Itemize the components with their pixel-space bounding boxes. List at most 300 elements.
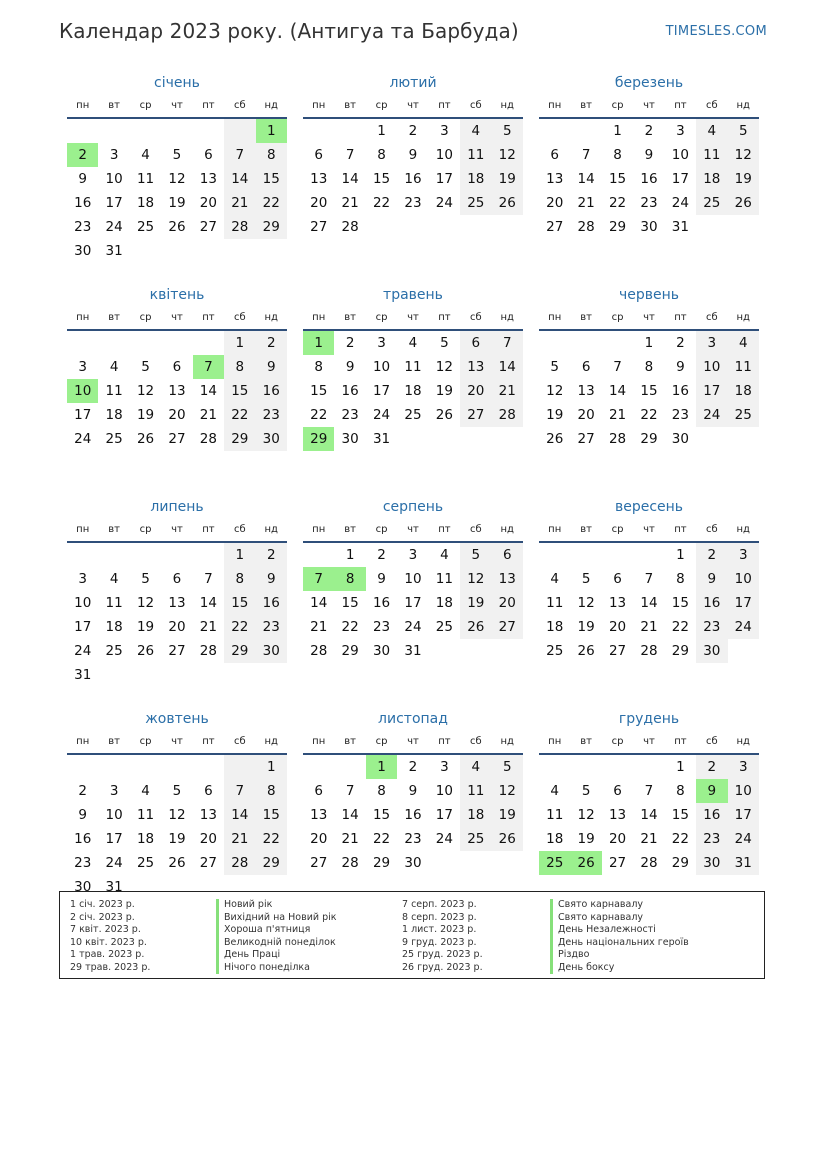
day-cell: 11 [404,359,422,375]
day-cell: 25 [460,827,491,851]
day-cell: 19 [577,619,595,635]
empty-day-cell [602,755,633,779]
day-cell: 3 [440,759,449,775]
day-cell: 14 [224,167,255,191]
empty-day-cell [130,331,161,355]
day-cell: 26 [136,643,155,659]
day-cell: 21 [224,827,255,851]
weekday-label: нд [736,524,750,535]
month-name: жовтень [145,711,209,727]
empty-day-cell [570,331,601,355]
legend-date: 26 груд. 2023 р. [402,961,483,973]
empty-day-cell [334,755,365,779]
day-cell: 13 [577,383,595,399]
day-cell: 16 [640,171,658,187]
legend-holiday-name: Хороша п'ятниця [216,924,336,937]
day-cell: 5 [172,783,182,799]
weekday-label: вт [344,100,356,111]
weekday-label: пт [202,100,215,111]
day-cell: 17 [435,807,453,823]
day-cell: 6 [460,331,491,355]
day-cell: 27 [492,615,523,639]
month-name: січень [154,75,200,91]
empty-day-cell [224,755,255,779]
day-cell: 3 [676,123,685,139]
brand-link[interactable]: TIMESLES.COM [665,24,767,39]
weekday-label: нд [264,736,278,747]
day-cell: 23 [671,407,689,423]
day-cell: 27 [577,431,595,447]
day-cell: 30 [256,639,287,663]
day-cell: 31 [74,667,92,683]
day-cell: 27 [199,219,217,235]
day-cell: 15 [224,591,255,615]
day-cell: 19 [546,407,564,423]
day-cell: 3 [696,331,727,355]
day-cell: 1 [613,123,622,139]
month-calendar [303,71,523,283]
weekday-label: ср [611,524,624,535]
day-cell: 3 [440,123,449,139]
day-cell: 20 [199,195,217,211]
day-cell: 23 [404,195,422,211]
weekday-label: вт [344,736,356,747]
month-name: лютий [389,75,437,91]
day-cell: 27 [608,855,627,871]
weekday-label: нд [500,736,514,747]
day-cell: 3 [377,335,386,351]
day-cell: 18 [728,379,759,403]
day-cell: 19 [168,831,186,847]
weekday-header [539,307,759,331]
day-cell: 6 [314,147,323,163]
day-cell: 30 [640,219,658,235]
day-cell: 1 [676,759,685,775]
empty-day-cell [67,543,98,567]
day-cell: 4 [728,331,759,355]
day-cell: 17 [728,803,759,827]
empty-day-cell [303,543,334,567]
holiday-day-cell: 10 [67,379,98,403]
day-cell: 21 [640,619,658,635]
day-cell: 30 [696,851,727,875]
day-cell: 22 [671,831,689,847]
day-cell: 8 [224,567,255,591]
month-name: травень [383,287,443,303]
weekday-label: нд [500,100,514,111]
legend-holiday-name: День національних героїв [550,937,689,950]
day-cell: 14 [341,171,359,187]
day-cell: 10 [435,147,453,163]
day-cell: 9 [696,567,727,591]
day-cell: 10 [435,783,453,799]
day-cell: 12 [492,779,523,803]
day-cell: 29 [608,219,627,235]
day-cell: 4 [109,359,119,375]
empty-day-cell [602,331,633,355]
day-cell: 21 [608,407,627,423]
holiday-day-cell: 25 [539,851,570,875]
weekday-label: пн [76,736,90,747]
day-cell: 4 [696,119,727,143]
day-cell: 14 [640,807,658,823]
day-cell: 7 [224,143,255,167]
day-cell: 14 [492,355,523,379]
day-cell: 5 [550,359,559,375]
day-cell: 27 [310,855,328,871]
day-cell: 16 [404,171,422,187]
day-cell: 7 [613,359,622,375]
day-cell: 16 [404,807,422,823]
day-cell: 12 [546,383,564,399]
empty-day-cell [602,543,633,567]
day-cell: 21 [199,407,217,423]
weekday-label: нд [264,100,278,111]
day-cell: 19 [492,167,523,191]
weekday-label: сб [469,100,482,111]
day-cell: 1 [644,335,654,351]
day-cell: 21 [310,619,328,635]
day-cell: 9 [78,807,87,823]
day-cell: 18 [136,195,155,211]
day-cell: 10 [728,779,759,803]
day-cell: 24 [728,615,759,639]
day-cell: 17 [696,379,727,403]
weekday-label: пн [76,100,90,111]
holiday-day-cell: 26 [570,851,601,875]
day-cell: 16 [671,383,689,399]
month-days [303,755,523,875]
day-cell: 30 [696,639,727,663]
day-cell: 24 [671,195,689,211]
day-cell: 11 [460,779,491,803]
day-cell: 1 [224,543,255,567]
day-cell: 20 [577,407,595,423]
legend-holiday-name: Різдво [550,949,689,962]
day-cell: 18 [404,383,422,399]
day-cell: 12 [460,567,491,591]
weekday-label: вт [108,736,120,747]
day-cell: 14 [608,383,627,399]
day-cell: 11 [546,807,564,823]
day-cell: 13 [168,595,186,611]
legend-date: 8 серп. 2023 р. [402,911,477,923]
day-cell: 26 [136,431,155,447]
day-cell: 12 [168,171,186,187]
day-cell: 27 [199,855,217,871]
holiday-day-cell: 9 [696,779,727,803]
day-cell: 6 [613,571,622,587]
day-cell: 28 [199,643,217,659]
day-cell: 14 [199,383,217,399]
day-cell: 11 [546,595,564,611]
month-calendar [67,707,287,907]
weekday-label: сб [233,100,246,111]
day-cell: 27 [310,219,328,235]
empty-day-cell [193,119,224,143]
day-cell: 1 [676,547,685,563]
day-cell: 13 [608,595,627,611]
weekday-label: пт [438,736,451,747]
weekday-label: ср [139,100,152,111]
weekday-label: чт [643,312,655,323]
day-cell: 7 [345,147,355,163]
day-cell: 6 [172,571,182,587]
day-cell: 18 [460,803,491,827]
legend-holiday-name: Нічого понеділка [216,962,336,975]
day-cell: 30 [671,431,689,447]
day-cell: 16 [74,831,92,847]
day-cell: 14 [577,171,595,187]
day-cell: 23 [74,855,92,871]
day-cell: 16 [696,591,727,615]
holiday-day-cell: 29 [303,427,334,451]
day-cell: 9 [78,171,87,187]
weekday-label: нд [736,100,750,111]
day-cell: 2 [345,335,355,351]
month-days [303,331,523,451]
weekday-label: нд [736,312,750,323]
day-cell: 29 [256,851,287,875]
day-cell: 25 [728,403,759,427]
day-cell: 2 [408,123,418,139]
weekday-label: чт [643,524,655,535]
day-cell: 20 [608,831,627,847]
day-cell: 30 [372,643,391,659]
day-cell: 26 [577,643,595,659]
day-cell: 16 [372,595,391,611]
weekday-label: сб [233,736,246,747]
empty-day-cell [161,331,192,355]
day-cell: 15 [372,807,391,823]
day-cell: 3 [78,571,87,587]
month-calendar [539,495,759,707]
empty-day-cell [539,755,570,779]
empty-day-cell [98,331,129,355]
day-cell: 23 [640,195,658,211]
day-cell: 29 [640,431,658,447]
day-cell: 4 [550,571,559,587]
day-cell: 1 [345,547,355,563]
weekday-label: вт [580,100,592,111]
weekday-label: сб [233,524,246,535]
day-cell: 30 [74,879,92,895]
weekday-label: ср [375,312,388,323]
day-cell: 29 [224,639,255,663]
legend-names-right [550,899,689,974]
day-cell: 27 [168,643,186,659]
day-cell: 6 [172,359,182,375]
holiday-day-cell: 1 [256,119,287,143]
weekday-label: чт [643,100,655,111]
day-cell: 2 [256,331,287,355]
day-cell: 28 [492,403,523,427]
day-cell: 28 [640,855,658,871]
legend-names-left [216,899,336,974]
day-cell: 9 [408,147,418,163]
day-cell: 19 [460,591,491,615]
legend-dates-right [402,899,483,974]
day-cell: 3 [109,783,119,799]
day-cell: 2 [408,759,418,775]
weekday-label: чт [171,312,183,323]
day-cell: 23 [696,827,727,851]
day-cell: 4 [460,119,491,143]
day-cell: 17 [671,171,689,187]
weekday-label: пт [438,524,451,535]
month-calendar [303,283,523,495]
month-calendar [539,283,759,495]
legend-date: 10 квіт. 2023 р. [70,936,147,948]
weekday-label: ср [375,524,388,535]
weekday-label: вт [108,100,120,111]
day-cell: 22 [372,195,391,211]
day-cell: 18 [136,831,155,847]
weekday-label: вт [344,524,356,535]
day-cell: 4 [550,783,559,799]
day-cell: 28 [577,219,595,235]
day-cell: 21 [341,831,359,847]
day-cell: 19 [435,383,453,399]
legend-date: 9 груд. 2023 р. [402,936,477,948]
weekday-label: ср [139,312,152,323]
empty-day-cell [98,119,129,143]
day-cell: 24 [105,855,123,871]
day-cell: 26 [546,431,564,447]
day-cell: 16 [341,383,359,399]
day-cell: 12 [136,383,155,399]
day-cell: 31 [671,219,689,235]
day-cell: 22 [640,407,658,423]
day-cell: 25 [136,219,155,235]
month-calendar [539,707,759,907]
day-cell: 8 [676,783,685,799]
day-cell: 9 [408,783,418,799]
day-cell: 28 [224,215,255,239]
day-cell: 1 [224,331,255,355]
day-cell: 27 [546,219,564,235]
day-cell: 23 [372,619,391,635]
day-cell: 30 [404,855,422,871]
day-cell: 11 [136,171,155,187]
day-cell: 20 [546,195,564,211]
empty-day-cell [161,119,192,143]
empty-day-cell [161,543,192,567]
weekday-label: ср [375,100,388,111]
day-cell: 26 [728,191,759,215]
holiday-legend [59,891,765,979]
day-cell: 18 [696,167,727,191]
day-cell: 12 [577,807,595,823]
empty-day-cell [98,755,129,779]
day-cell: 9 [256,567,287,591]
day-cell: 28 [224,851,255,875]
day-cell: 11 [105,595,123,611]
empty-day-cell [98,543,129,567]
legend-dates-left [70,899,150,974]
day-cell: 10 [105,807,123,823]
month-days [67,119,287,263]
weekday-label: нд [500,312,514,323]
day-cell: 8 [314,359,323,375]
day-cell: 31 [404,643,422,659]
empty-day-cell [334,119,365,143]
day-cell: 9 [377,571,386,587]
weekday-header [303,731,523,755]
day-cell: 8 [644,359,654,375]
day-cell: 21 [577,195,595,211]
day-cell: 13 [492,567,523,591]
day-cell: 22 [372,831,391,847]
day-cell: 26 [492,191,523,215]
holiday-day-cell: 1 [366,755,397,779]
weekday-label: пт [674,736,687,747]
weekday-header [67,731,287,755]
day-cell: 9 [256,355,287,379]
day-cell: 9 [345,359,355,375]
day-cell: 25 [460,191,491,215]
day-cell: 17 [404,595,422,611]
legend-date: 1 трав. 2023 р. [70,949,145,960]
weekday-label: ср [375,736,388,747]
day-cell: 18 [546,619,564,635]
weekday-label: пн [548,312,562,323]
day-cell: 29 [341,643,359,659]
empty-day-cell [303,755,334,779]
holiday-day-cell: 7 [193,355,224,379]
day-cell: 19 [577,831,595,847]
day-cell: 1 [256,755,287,779]
day-cell: 13 [310,807,328,823]
day-cell: 6 [492,543,523,567]
legend-date: 7 квіт. 2023 р. [70,924,141,935]
day-cell: 8 [377,147,386,163]
day-cell: 3 [408,547,418,563]
day-cell: 23 [74,219,92,235]
day-cell: 26 [435,407,453,423]
legend-holiday-name: Свято карнавалу [550,912,689,925]
empty-day-cell [67,119,98,143]
weekday-label: вт [580,524,592,535]
weekday-label: чт [171,100,183,111]
day-cell: 2 [696,755,727,779]
weekday-label: ср [611,736,624,747]
legend-holiday-name: День боксу [550,962,689,975]
empty-day-cell [570,543,601,567]
legend-holiday-name: Великодній понеділок [216,937,336,950]
legend-date: 25 груд. 2023 р. [402,949,483,960]
day-cell: 10 [74,595,92,611]
weekday-label: пт [202,736,215,747]
legend-date: 1 лист. 2023 р. [402,924,477,935]
day-cell: 15 [224,379,255,403]
day-cell: 31 [728,851,759,875]
day-cell: 9 [676,359,685,375]
day-cell: 15 [640,383,658,399]
day-cell: 10 [696,355,727,379]
holiday-day-cell: 8 [334,567,365,591]
day-cell: 26 [492,827,523,851]
empty-day-cell [633,543,664,567]
weekday-label: чт [407,312,419,323]
day-cell: 17 [74,619,92,635]
day-cell: 5 [141,571,150,587]
day-cell: 15 [256,803,287,827]
legend-date: 29 трав. 2023 р. [70,961,151,973]
month-calendar [539,71,759,283]
day-cell: 31 [372,431,391,447]
empty-day-cell [570,119,601,143]
